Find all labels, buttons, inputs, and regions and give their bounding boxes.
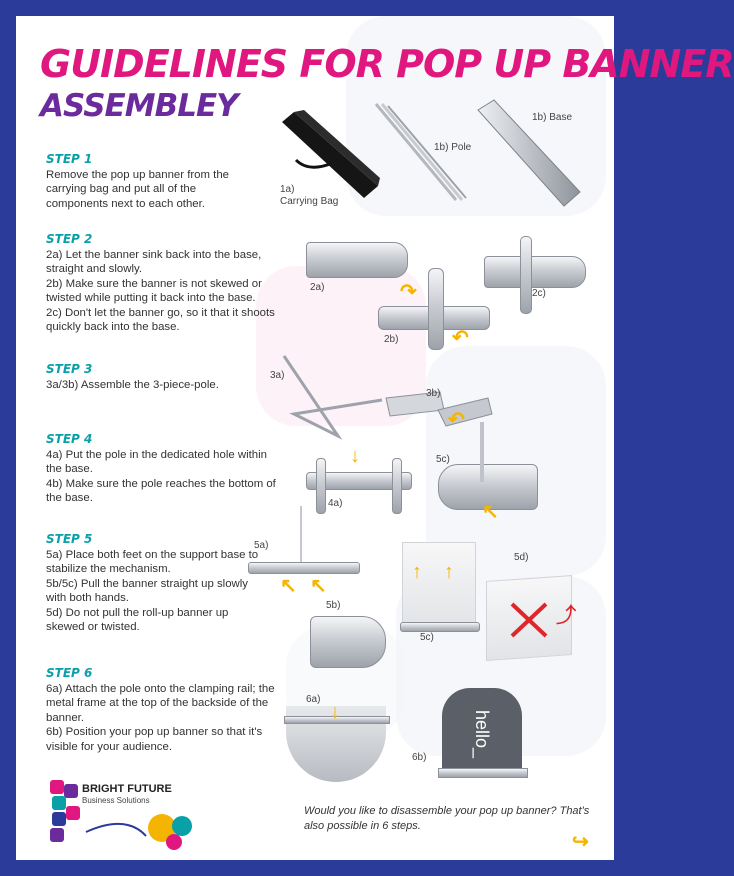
label-2b: 2b) [384,334,399,345]
label-5c: 5c) [420,632,434,643]
arrow-icon: ↓ [350,445,360,467]
arrow-icon: ↖ [310,575,327,597]
label-3b: 3b) [426,388,441,399]
base-6b [438,768,528,778]
twist-arrow-icon: ⤴ [556,605,576,627]
pole-4b [480,422,484,482]
banner-foot-2c [520,236,532,314]
arrow-icon: ↶ [448,409,465,431]
three-piece-pole-icon [278,350,388,440]
label-4a: 4a) [328,498,343,509]
step-5-text: 5a) Place both feet on the support base to stabilize the mechanism. 5b/5c) Pull the banner straight up slowly with both hands. 5d) Do not pull the roll-up banner up skewed or twisted. [46,549,259,634]
foot-4a-left [316,458,326,514]
logo-name: BRIGHT FUTURE [82,783,172,795]
footer-note: Would you like to disassemble your pop up banner? That's also possible in 6 steps. [304,805,590,832]
label-6b: 6b) [412,752,427,763]
label-2c: 2c) [532,288,546,299]
banner-text: hello_ [472,710,492,759]
arrow-icon: ↖ [482,501,499,523]
step-2-heading: STEP 2 [46,232,93,246]
foot-4a-right [392,458,402,514]
arrow-icon: ↑ [412,561,422,583]
label-5d: 5d) [514,552,529,563]
base-5b [310,616,386,668]
label-3a: 3a) [270,370,285,381]
curved-arrow-icon: ↪ [572,831,589,853]
page-subtitle: ASSEMBLEY [40,88,238,124]
label-1a: 1a) Carrying Bag [280,184,339,207]
arrow-icon: ↖ [280,575,297,597]
arrow-icon: ↓ [330,701,340,723]
step-6-heading: STEP 6 [46,666,93,680]
banner-5c [402,542,476,628]
step-6-text: 6a) Attach the pole onto the clamping rail; the metal frame at the top of the backside of the banner. 6b) Position your pop up banner so that it's visible for your audience. [46,683,275,753]
arrow-icon: ↶ [452,327,469,349]
banner-base-2a [306,242,408,278]
arrow-icon: ↷ [400,281,417,303]
label-6a: 6a) [306,694,321,705]
step-4-heading: STEP 4 [46,432,93,446]
step-3-heading: STEP 3 [46,362,93,376]
pole-5a [300,506,302,562]
step-3-text: 3a/3b) Assemble the 3-piece-pole. [46,379,219,391]
step-5-heading: STEP 5 [46,532,93,546]
guidelines-page [16,16,734,860]
label-5a: 5a) [254,540,269,551]
step-4-text: 4a) Put the pole in the dedicated hole within the base. 4b) Make sure the pole reaches the bottom of the base. [46,449,276,505]
label-1b-pole: 1b) Pole [434,142,472,153]
cross-icon [508,600,550,640]
base-5a [248,562,360,574]
label-1b-base: 1b) Base [532,112,573,123]
label-2a: 2a) [310,282,325,293]
step-1-text: Remove the pop up banner from the carrying bag and put all of the components next to each other. [46,169,229,210]
pole-icon [372,102,468,212]
logo-sub: Business Solutions [82,796,150,805]
banner-foot-2b [428,268,444,350]
label-5b: 5b) [326,600,341,611]
arrow-icon: ↑ [444,561,454,583]
label-5c-top: 5c) [436,454,450,465]
step-2-text: 2a) Let the banner sink back into the base, straight and slowly. 2b) Make sure the banner is not skewed or twisted while putting it back into the base. 2c) Don't let the banner go, so it that it shoots quickly back into the base. [46,249,275,334]
banner-base-2c [484,256,586,288]
step-1-heading: STEP 1 [46,152,93,166]
base-5c [400,622,480,632]
page-title: GUIDELINES FOR POP UP BANNER [40,42,734,86]
